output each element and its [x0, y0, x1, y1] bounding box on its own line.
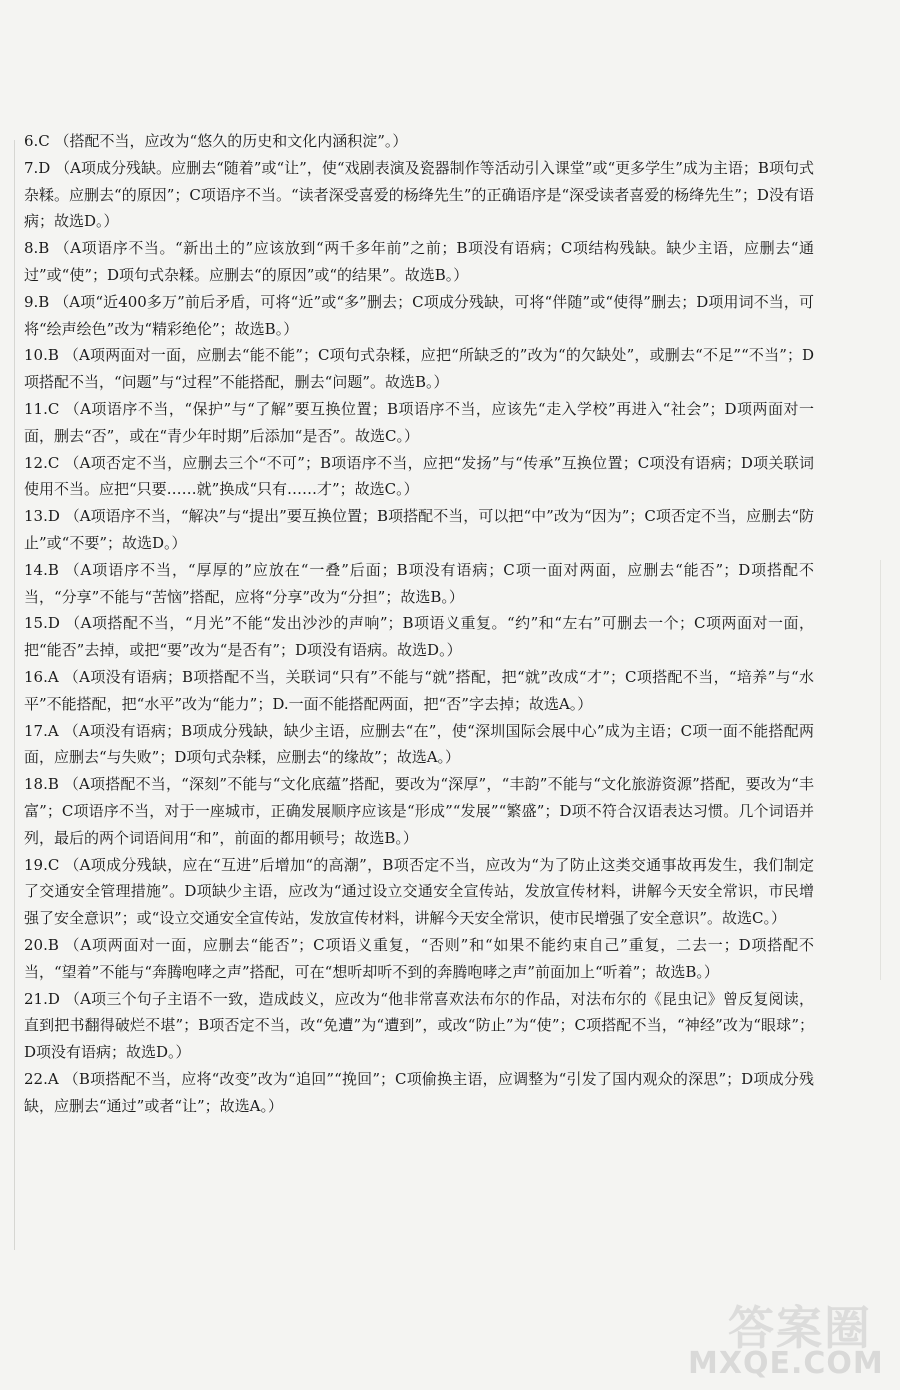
answer-item-16: 16.A （A项没有语病；B项搭配不当，关联词“只有”不能与“就”搭配，把“就”改成“才”；C项搭配不当，“培养”与“水平”不能搭配，把“水平”改为“能力”；D.一面不能搭配两面，把“否”字去掉；故选A。） — [24, 667, 814, 713]
answer-item-21: 21.D （A项三个句子主语不一致，造成歧义，应改为“他非常喜欢法布尔的作品，对法布尔的《昆虫记》曾反复阅读，直到把书翻得破烂不堪”；B项否定不当，改“免遭”为“遭到”，或改“防止”为“使”；C项搭配不当，“神经”改为“眼球”；D项没有语病；故选D。） — [24, 989, 814, 1062]
answer-item-13: 13.D （A项语序不当，“解决”与“提出”要互换位置；B项搭配不当，可以把“中”改为“因为”；C项否定不当，应删去“防止”或“不要”；故选D。） — [24, 507, 814, 552]
answer-item-22: 22.A （B项搭配不当，应将“改变”改为“追回”“挽回”；C项偷换主语，应调整为“引发了国内观众的深思”；D项成分残缺，应删去“通过”或者“让”；故选A。） — [24, 1069, 814, 1115]
answer-item-12: 12.C （A项否定不当，应删去三个“不可”；B项语序不当，应把“发扬”与“传承”互换位置；C项没有语病；D项关联词使用不当。应把“只要……就”换成“只有……才”；故选C。） — [24, 453, 814, 499]
answer-item-11: 11.C （A项语序不当，“保护”与“了解”要互换位置；B项语序不当，应该先“走入学校”再进入“社会”；D项两面对一面，删去“否”，或在“青少年时期”后添加“是否”。故选C。） — [24, 399, 814, 445]
answer-item-18: 18.B （A项搭配不当，“深刻”不能与“文化底蕴”搭配，要改为“深厚”，“丰韵”不能与“文化旅游资源”搭配，要改为“丰富”；C项语序不当，对于一座城市，正确发展顺序应该是“形成”“发展”“繁盛”；D项不符合汉语表达习惯。几个词语并列，最后的两个词语间用“和”，前面的都用顿号；故选B。） — [24, 775, 814, 847]
answer-item-7: 7.D （A项成分残缺。应删去“随着”或“让”，使“戏剧表演及瓷器制作等活动引入课堂”或“更多学生”成为主语；B项句式杂糅。应删去“的原因”；C项语序不当。“读者深受喜爱的杨绛先生”的正确语序是“深受读者喜爱的杨绛先生”；D没有语病；故选D。） — [24, 158, 814, 231]
answer-list — [24, 128, 814, 1119]
answer-item-8: 8.B （A项语序不当。“新出土的”应该放到“两千多年前”之前；B项没有语病；C项结构残缺。缺少主语，应删去“通过”或“使”；D项句式杂糅。应删去“的原因”或“的结果”。故选B。） — [24, 239, 814, 284]
answer-item-20: 20.B （A项两面对一面，应删去“能否”；C项语义重复，“否则”和“如果不能约束自己”重复，二去一；D项搭配不当，“望着”不能与“奔腾咆哮之声”搭配，可在“想听却听不到的奔腾咆哮之声”前面加上“听着”；故选B。） — [24, 935, 814, 981]
page-edge-line-right — [880, 560, 881, 980]
answer-item-17: 17.A （A项没有语病；B项成分残缺，缺少主语，应删去“在”，使“深圳国际会展中心”成为主语；C项一面不能搭配两面，应删去“与失败”；D项句式杂糅，应删去“的缘故”；故选A。） — [24, 721, 814, 767]
answer-item-15: 15.D （A项搭配不当，“月光”不能“发出沙沙的声响”；B项语义重复。“约”和“左右”可删去一个；C项两面对一面，把“能否”去掉，或把“要”改为“是否有”；D项没有语病。故选D。） — [24, 614, 814, 660]
watermark-logo: 答案圈 — [728, 1301, 872, 1355]
page-edge-line — [14, 140, 15, 1250]
answer-item-14: 14.B （A项语序不当，“厚厚的”应放在“一叠”后面；B项没有语病；C项一面对两面，应删去“能否”；D项搭配不当，“分享”不能与“苦恼”搭配，应将“分享”改为“分担”；故选B。） — [24, 560, 814, 606]
answer-item-10: 10.B （A项两面对一面，应删去“能不能”；C项句式杂糅，应把“所缺乏的”改为“的欠缺处”，或删去“不足”“不当”；D项搭配不当，“问题”与“过程”不能搭配，删去“问题”。故选B。） — [24, 346, 814, 392]
watermark-url: MXQE.COM — [688, 1346, 884, 1381]
answer-item-6: 6.C （搭配不当，应改为“悠久的历史和文化内涵积淀”。） — [24, 132, 408, 150]
watermark — [688, 1292, 888, 1384]
answer-item-19: 19.C （A项成分残缺，应在“互进”后增加“的高潮”，B项否定不当，应改为“为了防止这类交通事故再发生，我们制定了交通安全管理措施”。D项缺少主语，应改为“通过设立交通安全宣传站，发放宣传材料，讲解今天安全常识，市民增强了安全意识”；或“设立交通安全宣传站，发放宣传材料，讲解今天安全常识，使市民增强了安全意识”。故选C。） — [24, 855, 814, 928]
answer-item-9: 9.B （A项“近400多万”前后矛盾，可将“近”或“多”删去；C项成分残缺，可将“伴随”或“使得”删去；D项用词不当，可将“绘声绘色”改为“精彩绝伦”；故选B。） — [24, 292, 814, 338]
